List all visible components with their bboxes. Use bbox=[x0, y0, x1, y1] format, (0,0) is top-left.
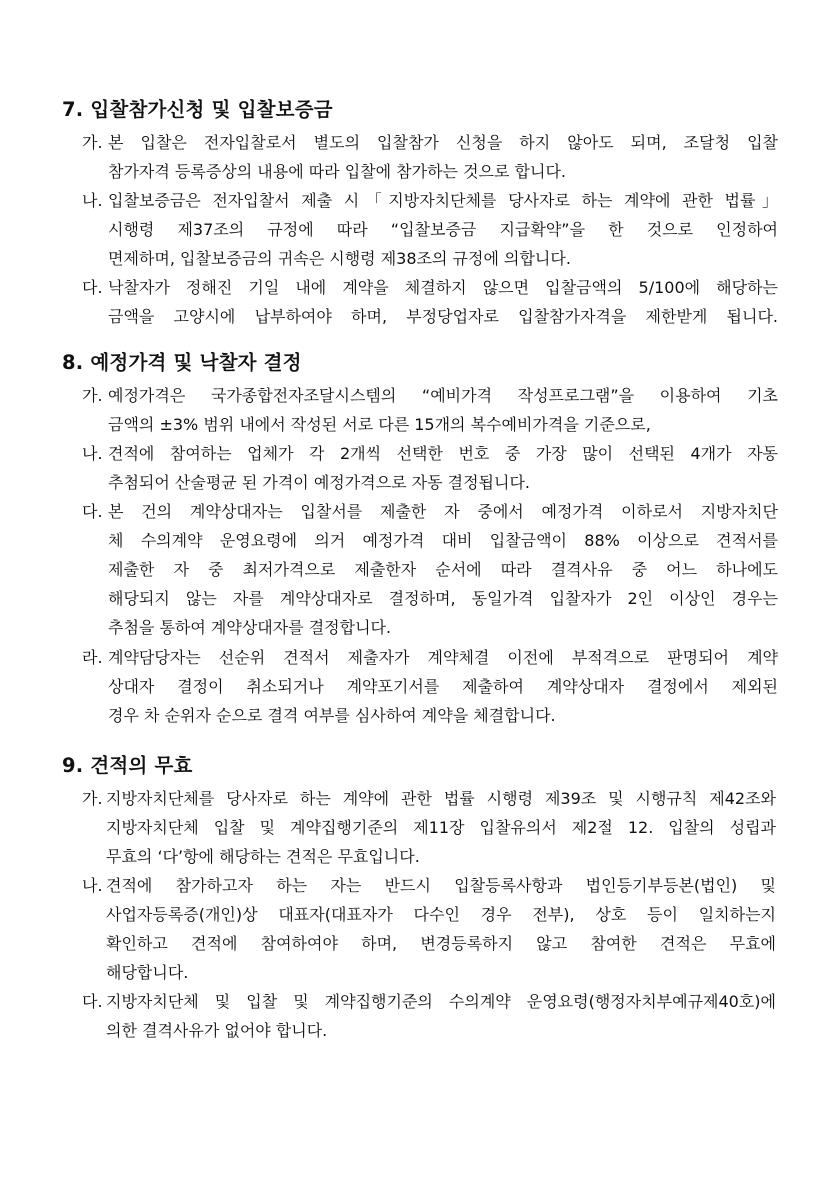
item-line: 해당합니다. bbox=[106, 963, 189, 982]
item-line: 견적에 참여하는 업체가 각 2개씩 선택한 번호 중 가장 많이 선택된 4개가 자동 bbox=[108, 444, 778, 463]
item-line: 지방자치단체 및 입찰 및 계약집행기준의 수의계약 운영요령(행정자치부예규제40호)에 bbox=[106, 992, 776, 1011]
item-line: 의한 결격사유가 없어야 합니다. bbox=[106, 1021, 328, 1040]
item-line: 낙찰자가 정해진 기일 내에 계약을 체결하지 않으면 입찰금액의 5/100에 해당하는 bbox=[108, 278, 778, 297]
item-marker: 나. bbox=[82, 191, 103, 210]
item-marker: 다. bbox=[82, 278, 103, 297]
item-marker: 가. bbox=[82, 133, 103, 152]
item-line: 예정가격은 국가종합전자조달시스템의 “예비가격 작성프로그램”을 이용하여 기초 bbox=[108, 386, 778, 405]
item-line: 입찰보증금은 전자입찰서 제출 시「지방자치단체를 당사자로 하는 계약에 관한 법률」 bbox=[108, 191, 778, 210]
item-marker: 가. bbox=[82, 789, 103, 808]
item-line: 사업자등록증(개인)상 대표자(대표자가 다수인 경우 전부), 상호 등이 일치하는지 bbox=[106, 905, 776, 924]
item-line: 면제하며, 입찰보증금의 귀속은 시행령 제38조의 규정에 의합니다. bbox=[108, 249, 571, 268]
item-line: 본 건의 계약상대자는 입찰서를 제출한 자 중에서 예정가격 이하로서 지방자치단 bbox=[108, 502, 778, 521]
item-line: 견적에 참가하고자 하는 자는 반드시 입찰등록사항과 법인등기부등본(법인) 및 bbox=[106, 876, 776, 895]
item-line: 참가자격 등록증상의 내용에 따라 입찰에 참가하는 것으로 합니다. bbox=[108, 162, 567, 181]
item-line: 지방자치단체 입찰 및 계약집행기준의 제11장 입찰유의서 제2절 12. 입찰의 성립과 bbox=[106, 818, 776, 837]
item-line: 계약담당자는 선순위 견적서 제출자가 계약체결 이전에 부적격으로 판명되어 계약 bbox=[108, 648, 778, 667]
item-marker: 라. bbox=[82, 648, 103, 667]
item-line: 지방자치단체를 당사자로 하는 계약에 관한 법률 시행령 제39조 및 시행규칙 제42조와 bbox=[106, 789, 776, 808]
item-line: 체 수의계약 운영요령에 의거 예정가격 대비 입찰금액이 88% 이상으로 견적서를 bbox=[108, 531, 778, 550]
item-line: 경우 차 순위자 순으로 결격 여부를 심사하여 계약을 체결합니다. bbox=[108, 706, 556, 725]
item-marker: 가. bbox=[82, 386, 103, 405]
section-heading: 7. 입찰참가신청 및 입찰보증금 bbox=[62, 98, 333, 121]
item-line: 제출한 자 중 최저가격으로 제출한자 순서에 따라 결격사유 중 어느 하나에도 bbox=[108, 560, 778, 579]
item-line: 상대자 결정이 취소되거나 계약포기서를 제출하여 계약상대자 결정에서 제외된 bbox=[108, 677, 778, 696]
item-line: 본 입찰은 전자입찰로서 별도의 입찰참가 신청을 하지 않아도 되며, 조달청 입찰 bbox=[108, 133, 778, 152]
item-line: 시행령 제37조의 규정에 따라 “입찰보증금 지급확약”을 한 것으로 인정하여 bbox=[108, 220, 778, 239]
item-marker: 다. bbox=[82, 502, 103, 521]
item-line: 무효의 ‘다’항에 해당하는 견적은 무효입니다. bbox=[106, 847, 420, 866]
item-line: 해당되지 않는 자를 계약상대자로 결정하며, 동일가격 입찰자가 2인 이상인 경우는 bbox=[108, 589, 778, 608]
item-marker: 나. bbox=[82, 444, 103, 463]
section-heading: 9. 견적의 무효 bbox=[62, 754, 193, 777]
item-line: 추첨되어 산술평균 된 가격이 예정가격으로 자동 결정됩니다. bbox=[108, 473, 531, 492]
item-line: 금액을 고양시에 납부하여야 하며, 부정당업자로 입찰참가자격을 제한받게 됩니다. bbox=[108, 307, 778, 326]
section-heading: 8. 예정가격 및 낙찰자 결정 bbox=[62, 351, 302, 374]
item-line: 추첨을 통하여 계약상대자를 결정합니다. bbox=[108, 618, 392, 637]
item-line: 금액의 ±3% 범위 내에서 작성된 서로 다른 15개의 복수예비가격을 기준으로, bbox=[108, 415, 651, 434]
item-marker: 다. bbox=[82, 992, 103, 1011]
item-line: 확인하고 견적에 참여하여야 하며, 변경등록하지 않고 참여한 견적은 무효에 bbox=[106, 934, 776, 953]
item-marker: 나. bbox=[82, 876, 103, 895]
